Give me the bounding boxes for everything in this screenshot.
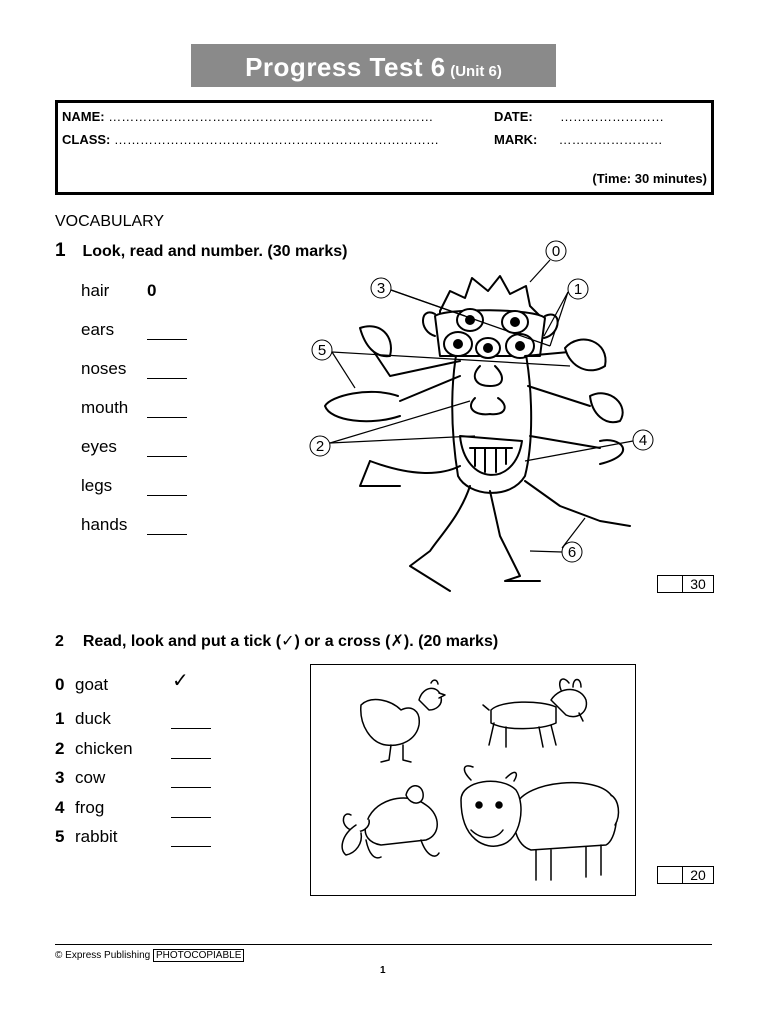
q2-score-entry[interactable] bbox=[658, 867, 683, 883]
q2-instruction: Read, look and put a tick (✓) or a cross (✗). (20 marks) bbox=[82, 633, 499, 650]
label-1: 1 bbox=[573, 281, 583, 298]
class-row bbox=[62, 132, 439, 147]
q2-answer-blank[interactable] bbox=[171, 727, 211, 729]
q1-answer-blank[interactable] bbox=[147, 338, 187, 340]
q1-answer-blank[interactable] bbox=[147, 455, 187, 457]
cow-icon bbox=[461, 766, 618, 880]
class-label: CLASS: bbox=[62, 132, 111, 147]
q2-item-number: 2 bbox=[55, 739, 65, 758]
q1-word: eyes bbox=[81, 437, 117, 456]
q2-number: 2 bbox=[55, 633, 64, 650]
label-6: 6 bbox=[567, 544, 577, 561]
q2-item-number: 1 bbox=[55, 709, 65, 728]
footer-divider bbox=[55, 944, 712, 945]
q2-word: cow bbox=[75, 768, 106, 787]
q1-answer-blank[interactable] bbox=[147, 416, 187, 418]
q1-word: legs bbox=[81, 476, 113, 495]
q1-word: ears bbox=[81, 320, 115, 339]
q1-answer-blank[interactable] bbox=[147, 494, 187, 496]
page-title: Progress Test 6 bbox=[245, 52, 446, 82]
q2-item-number: 3 bbox=[55, 768, 65, 787]
q2-word: chicken bbox=[75, 739, 133, 758]
monster-illustration bbox=[300, 236, 648, 598]
q2-word: duck bbox=[75, 709, 111, 728]
q1-answer-blank[interactable] bbox=[147, 533, 187, 535]
student-info-box bbox=[55, 100, 714, 195]
q2-word: rabbit bbox=[75, 827, 118, 846]
q2-item-number: 5 bbox=[55, 827, 65, 846]
mark-field[interactable]: …………………… bbox=[558, 132, 663, 147]
copyright-text: © Express Publishing bbox=[55, 950, 151, 961]
q1-answer-blank[interactable] bbox=[147, 377, 187, 379]
animals-illustration bbox=[311, 665, 635, 895]
page-number: 1 bbox=[380, 965, 386, 976]
q1-word: mouth bbox=[81, 398, 129, 417]
name-field[interactable]: ………………………………………………………………… bbox=[108, 109, 434, 124]
q1-instruction: Look, read and number. (30 marks) bbox=[82, 243, 348, 260]
label-5: 5 bbox=[317, 342, 327, 359]
chicken-icon bbox=[361, 680, 445, 762]
q2-word: frog bbox=[75, 798, 105, 817]
mark-row bbox=[494, 132, 663, 147]
q1-number: 1 bbox=[55, 240, 66, 261]
q2-example-tick: ✓ bbox=[172, 670, 189, 692]
title-banner bbox=[191, 44, 556, 87]
q1-max-score: 30 bbox=[690, 576, 706, 592]
rabbit-icon bbox=[342, 786, 439, 858]
section-heading: VOCABULARY bbox=[55, 213, 165, 230]
photocopiable-badge: PHOTOCOPIABLE bbox=[153, 949, 244, 962]
q1-score-entry[interactable] bbox=[658, 576, 683, 592]
date-field[interactable]: …………………… bbox=[560, 109, 665, 124]
unit-label: (Unit 6) bbox=[450, 63, 502, 80]
label-0: 0 bbox=[551, 243, 561, 260]
time-note: (Time: 30 minutes) bbox=[592, 171, 707, 186]
date-label: DATE: bbox=[494, 109, 533, 124]
class-field[interactable]: ………………………………………………………………… bbox=[114, 132, 440, 147]
label-3: 3 bbox=[376, 280, 386, 297]
q1-word: hands bbox=[81, 515, 128, 534]
label-2: 2 bbox=[315, 438, 325, 455]
q1-answer-example: 0 bbox=[147, 281, 157, 300]
goat-icon bbox=[483, 679, 586, 747]
animals-picture-frame bbox=[310, 664, 636, 896]
q2-answer-blank[interactable] bbox=[171, 845, 211, 847]
q1-score-box bbox=[657, 575, 714, 593]
q2-answer-blank[interactable] bbox=[171, 786, 211, 788]
q1-word: noses bbox=[81, 359, 127, 378]
name-row bbox=[62, 109, 433, 124]
q2-title bbox=[55, 631, 498, 651]
label-4: 4 bbox=[638, 432, 648, 449]
q2-answer-blank[interactable] bbox=[171, 757, 211, 759]
q2-score-box bbox=[657, 866, 714, 884]
q2-answer-blank[interactable] bbox=[171, 816, 211, 818]
q1-word: hair bbox=[81, 281, 110, 300]
name-label: NAME: bbox=[62, 109, 105, 124]
q2-item-number: 0 bbox=[55, 675, 65, 694]
mark-label: MARK: bbox=[494, 132, 538, 147]
q2-word: goat bbox=[75, 675, 109, 694]
q2-max-score: 20 bbox=[690, 867, 706, 883]
footer-copyright bbox=[55, 950, 244, 961]
q2-item-number: 4 bbox=[55, 798, 65, 817]
date-row bbox=[494, 109, 664, 124]
